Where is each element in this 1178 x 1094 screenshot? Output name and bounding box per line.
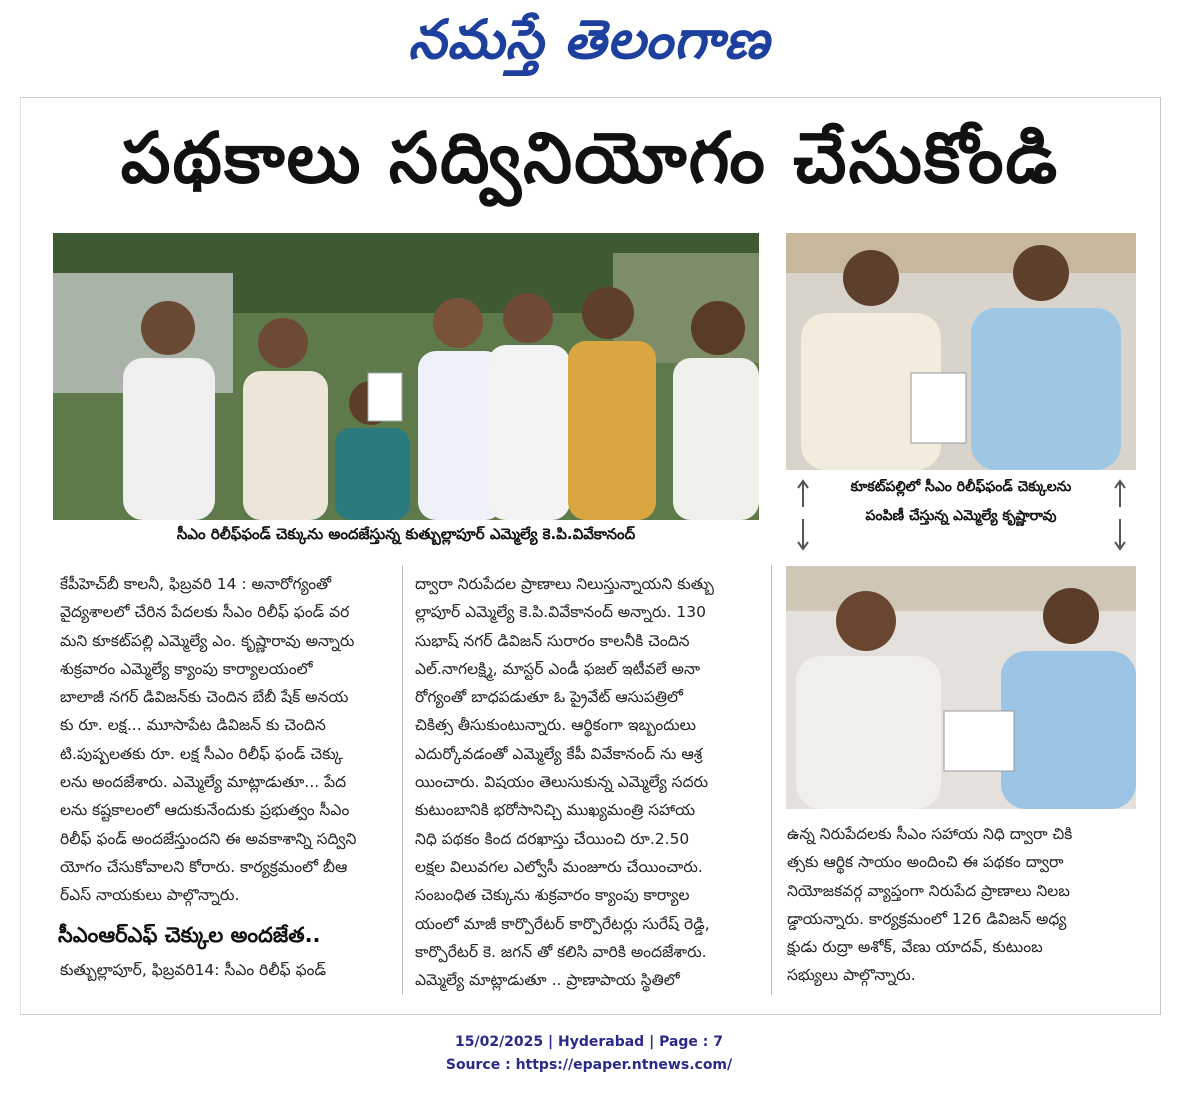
text-line: ఉన్న నిరుపేదలకు సీఎం సహాయ నిధి ద్వారా చికి bbox=[787, 825, 1073, 843]
column-divider bbox=[402, 565, 403, 995]
text-line: యోగం చేసుకోవాలని కోరారు. కార్యక్రమంలో బీఆ bbox=[60, 857, 348, 876]
text-line: ర్ఎస్ నాయకులు పాల్గొన్నారు. bbox=[60, 886, 240, 905]
text-line: కుటుంబానికి భరోసానిచ్చి ముఖ్యమంత్రి సహాయ bbox=[415, 801, 696, 820]
text-line: ఎదుర్కోవడంతో ఎమ్మెల్యే కేపీ వివేకానంద్ ను ఆశ్ర bbox=[415, 744, 703, 763]
text-line: కార్పొరేటర్ కె. జగన్ తో కలిసి వారికి అందజేశారు. bbox=[415, 942, 707, 961]
text-line: సుభాష్ నగర్ డివిజన్ సురారం కాలనీకి చెందిన bbox=[415, 631, 690, 650]
text-line: కు రూ. లక్ష... మూసాపేట డివిజన్ కు చెందిన bbox=[60, 716, 326, 735]
text-line: డ్డాయన్నారు. కార్యక్రమంలో 126 డివిజన్ అధ్య bbox=[787, 909, 1067, 928]
footer-source-link[interactable]: Source : https://epaper.ntnews.com/ bbox=[445, 1057, 733, 1073]
column-divider bbox=[771, 565, 772, 995]
text-line: నియోజకవర్గ వ్యాప్తంగా నిరుపేద ప్రాణాలు నిలబ bbox=[787, 881, 1070, 900]
text-line: మని కూకట్‌పల్లి ఎమ్మెల్యే ఎం. కృష్ణారావు అన్నారు bbox=[60, 631, 355, 650]
text-line: ఎల్.నాగలక్ష్మి, మాస్టర్ ఎండీ ఫజల్ ఇటీవలే అనా bbox=[415, 659, 701, 678]
text-line: ద్వారా నిరుపేదల ప్రాణాలు నిలుస్తున్నాయని కుత్బు bbox=[415, 575, 714, 593]
text-line: యించారు. విషయం తెలుసుకున్న ఎమ్మెల్యే సదరు bbox=[415, 773, 709, 792]
sub-headline: సీఎంఆర్‌ఎఫ్ చెక్కుల అందజేత.. bbox=[58, 923, 321, 947]
text-line: బాలాజీ నగర్ డివిజన్‌కు చెందిన బేబీ షేక్ అనయ bbox=[60, 688, 349, 707]
text-line: చికిత్స తీసుకుంటున్నారు. ఆర్థికంగా ఇబ్బందులు bbox=[415, 716, 696, 735]
main-photo-caption: సీఎం రిలీఫ్‌ఫండ్ చెక్కును అందజేస్తున్న కుత్బుల్లాపూర్ ఎమ్మెల్యే కె.పి.వివేకానంద్ bbox=[176, 525, 636, 543]
side-caption-line1: కూకట్‌పల్లిలో సీఎం రిలీఫ్‌ఫండ్ చెక్కులను bbox=[850, 479, 1072, 495]
text-line: టి.పుష్పలతకు రూ. లక్ష సీఎం రిలీఫ్ ఫండ్ చెక్కు bbox=[60, 744, 343, 763]
text-line: క్షుడు రుద్రా అశోక్, వేణు యాదవ్, కుటుంబ bbox=[787, 938, 1043, 957]
article-column-1 bbox=[60, 570, 390, 910]
text-line: వైద్యశాలలో చేరిన పేదలకు సీఎం రిలీఫ్ ఫండ్ వర bbox=[60, 603, 350, 622]
newspaper-masthead: నమస్తే తెలంగాణ bbox=[408, 8, 770, 71]
article-column-1-tail bbox=[60, 956, 390, 984]
text-line: లను అందజేశారు. ఎమ్మెల్యే మాట్లాడుతూ... పేద bbox=[60, 773, 347, 792]
text-line: రోగ్యంతో బాధపడుతూ ఓ ప్రైవేట్ ఆసుపత్రిలో bbox=[415, 688, 684, 707]
side-photo-top bbox=[786, 233, 1136, 470]
side-photo-bottom bbox=[786, 566, 1136, 809]
text-line: త్సకు ఆర్థిక సాయం అందించి ఈ పథకం ద్వారా bbox=[787, 853, 1064, 872]
article-column-3 bbox=[787, 820, 1137, 990]
caption-arrow-left-icon bbox=[793, 477, 813, 552]
text-line: నిధి పథకం కింద దరఖాస్తు చేయించి రూ.2.50 bbox=[415, 829, 690, 848]
text-line: ల్లాపూర్ ఎమ్మెల్యే కె.పి.వివేకానంద్ అన్నారు. 130 bbox=[415, 603, 706, 622]
text-line: శుక్రవారం ఎమ్మెల్యే క్యాంపు కార్యాలయంలో bbox=[60, 659, 313, 678]
footer-date-edition: 15/02/2025 | Hyderabad | Page : 7 bbox=[454, 1034, 724, 1050]
text-line: కేపీహెచ్‌బీ కాలనీ, ఫిబ్రవరి 14 : అనారోగ్యంతో bbox=[60, 575, 332, 593]
text-line: సభ్యులు పాల్గొన్నారు. bbox=[787, 966, 916, 985]
text-line: లక్షల విలువగల ఎల్వోసీ మంజూరు చేయించారు. bbox=[415, 857, 703, 876]
main-group-photo bbox=[53, 233, 759, 520]
article-headline: పథకాలు సద్వినియోగం చేసుకోండి bbox=[120, 117, 1060, 199]
article-column-2 bbox=[415, 570, 760, 994]
text-line: రిలీఫ్ ఫండ్ అందజేస్తుందని ఈ అవకాశాన్ని సద్విని bbox=[60, 829, 357, 848]
side-caption-line2: పంపిణీ చేస్తున్న ఎమ్మెల్యే కృష్ణారావు bbox=[865, 508, 1057, 524]
text-line: యంలో మాజీ కార్పొరేటర్ కార్పొరేటర్లు సురేష్ రెడ్డి, bbox=[415, 914, 710, 933]
text-line: ఎమ్మెల్యే మాట్లాడుతూ .. ప్రాణాపాయ స్థితిలో bbox=[415, 971, 680, 990]
text-line: సంబంధిత చెక్కును శుక్రవారం క్యాంపు కార్యాల bbox=[415, 886, 690, 905]
text-line: లను కష్టకాలంలో ఆదుకునేందుకు ప్రభుత్వం సీఎం bbox=[60, 801, 350, 820]
caption-arrow-right-icon bbox=[1110, 477, 1130, 552]
text-line: కుత్బుల్లాపూర్, ఫిబ్రవరి14: సీఎం రిలీఫ్ ఫండ్ bbox=[60, 961, 326, 979]
